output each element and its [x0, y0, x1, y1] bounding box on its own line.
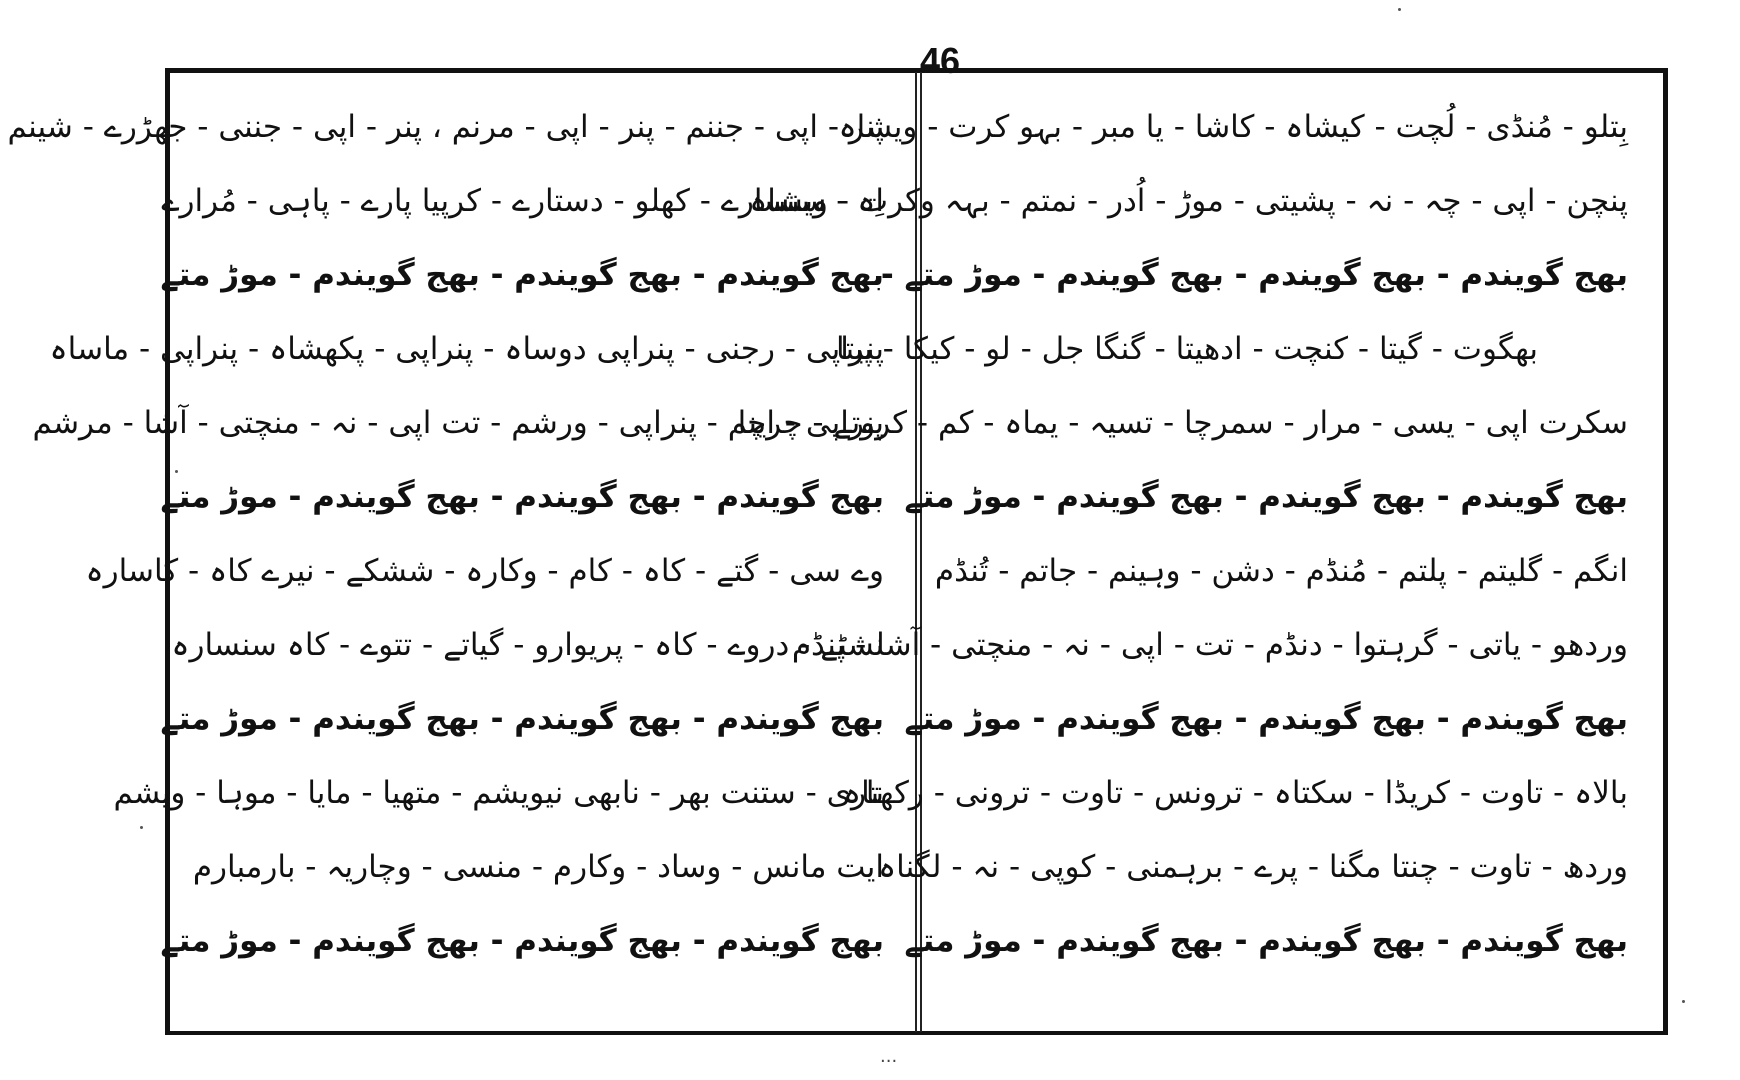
refrain-line: بھج گویندم - بھج گویندم - بھج گویندم - موڑ متے	[160, 257, 884, 293]
refrain-line: بھج گویندم - بھج گویندم - بھج گویندم - موڑ متے	[904, 479, 1628, 515]
refrain-line: بھج گویندم - بھج گویندم - بھج گویندم - موڑ متے	[904, 701, 1628, 737]
verse-line: انگم - گلیتم - پلتم - مُنڈم - دشن - وہینم - جاتم - تُنڈم	[934, 553, 1628, 589]
verse-line: وردھ - تاوت - چنتا مگنا - پرے - برہمنی - کوپی - نہ - لگناہ	[877, 849, 1628, 885]
refrain-line: بھج گویندم - بھج گویندم - بھج گویندم - موڑ متے -	[880, 257, 1628, 293]
speck	[140, 826, 143, 829]
left-column	[7, 90, 908, 1020]
verse-line: پنر - اپی - جننم - پنر - اپی - مرنم ، پنر - اپی - جننی - جھڑرے - شینم	[7, 109, 884, 145]
verse-line: وردھو - یاتی - گرہتوا - دنڈم - تت - اپی - نہ - منچتی - آشا - پنڈم	[791, 627, 1628, 663]
speck	[1682, 1000, 1685, 1003]
refrain-line: بھج گویندم - بھج گویندم - بھج گویندم - موڑ متے	[160, 923, 884, 959]
refrain-line: بھج گویندم - بھج گویندم - بھج گویندم - موڑ متے	[160, 479, 884, 515]
refrain-line: بھج گویندم - بھج گویندم - بھج گویندم - موڑ متے	[160, 701, 884, 737]
verse-line: ناری - ستنت بھر - نابھی نیویشم - متھیا - مایا - موہا - ویشم	[113, 775, 884, 811]
verse-line: اِہ - سنسارے - کھلو - دستارے - کرپیا پارے - پاہی - مُرارے	[161, 183, 884, 219]
verse-line: نشٹے - دروے - کاہ - پریوارو - گیاتے - تتوے - کاہ سنسارہ	[171, 627, 884, 663]
verse-line: وے سی - گتے - کاہ - کام - وکارہ - ششکے - نیرے کاہ - کاسارہ	[85, 553, 884, 589]
speck	[175, 470, 178, 473]
speck	[1398, 8, 1401, 11]
page-number: 46	[920, 40, 961, 81]
verse-line: بِتلو - مُنڈی - لُچت - کیشاہ - کاشا - یا مبر - بہو کرت - ویشاہ	[838, 109, 1628, 145]
verse-line: بالاہ - تاوت - کریڈا - سکتاہ - ترونس - تاوت - ترونی - رکھتاہ	[842, 775, 1628, 811]
verse-line: سکرت اپی - یسی - مرار - سمرچا - تسیہ - یماہ - کم - کروتے - چرچا	[737, 405, 1628, 441]
verse-line: بھگوت - گیتا - کنچت - ادھیتا - گنگا جل - لو - کیکا - پیتا	[836, 331, 1538, 367]
right-column	[737, 90, 1650, 1020]
verse-line: پنچن - اپی - چہ - نہ - پشیتی - موڑ - اُدر - نمتم - بہہ وکرت - ویشاہ	[749, 183, 1628, 219]
verse-line: پنراپی - رجنی - پنراپی دوساہ - پنراپی - پکھشاہ - پنراپی - ماساہ	[49, 331, 884, 367]
refrain-line: بھج گویندم - بھج گویندم - بھج گویندم - موڑ متے	[904, 923, 1628, 959]
bottom-mark: ...	[880, 1046, 898, 1067]
verse-line: پنراپی - اینم - پنراپی - ورشم - تت اپی - نہ - منچتی - آشا - مرشم	[32, 405, 884, 441]
verse-line: ایت مانس - وساد - وکارم - منسی - وچاریہ - بارمبارم	[192, 849, 884, 885]
